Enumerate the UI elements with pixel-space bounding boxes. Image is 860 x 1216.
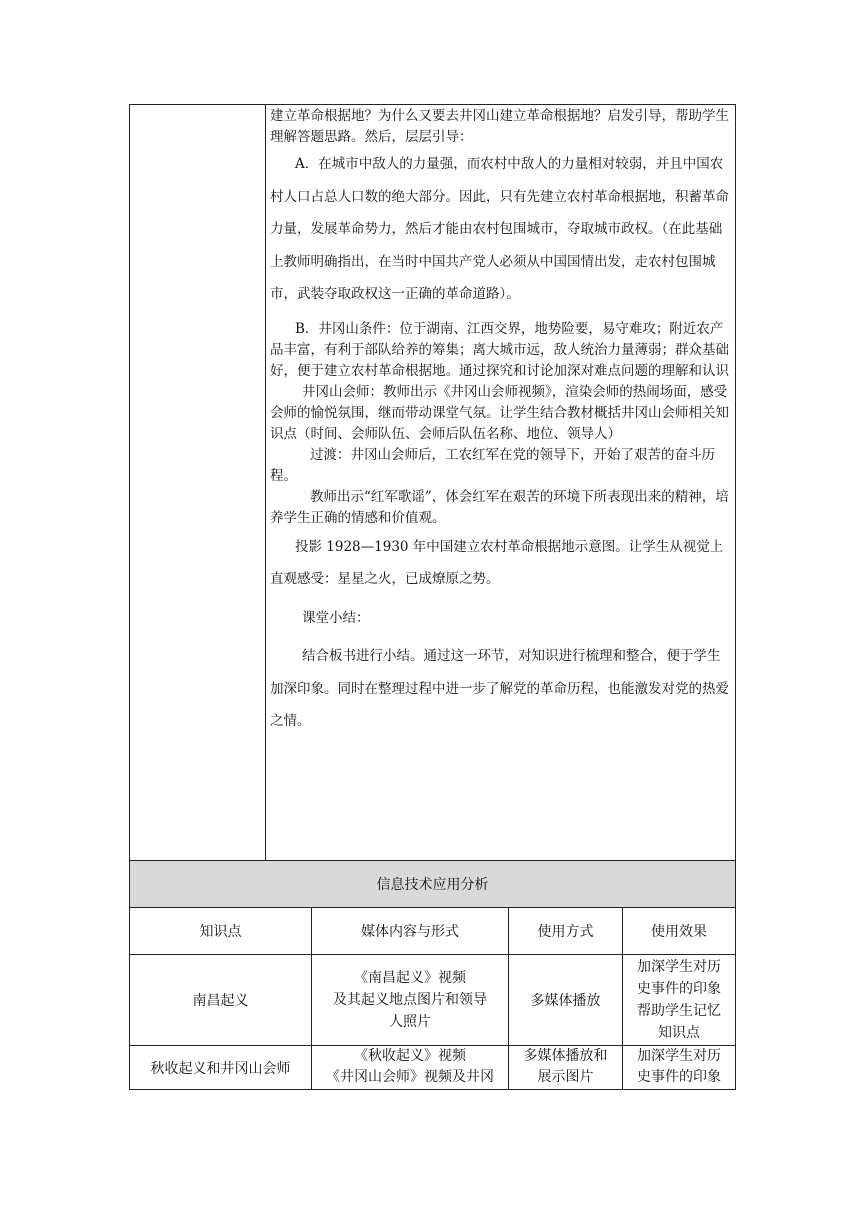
col-header-topic: 知识点 (199, 924, 242, 940)
lesson-paragraph-5: 过渡：井冈山会师后，工农红军在党的领导下，开始了艰苦的奋斗历程。 (270, 446, 715, 484)
summary-paragraph: 结合板书进行小结。通过这一环节，对知识进行梳理和整合，便于学生加深印象。同时在整理过程中进一步了解党的革命历程，也能激发对党的热爱之情。 (270, 648, 729, 729)
row1-media-line-2: 及其起义地点图片和领导 (333, 992, 487, 1008)
row1-media-line-3: 人照片 (389, 1014, 431, 1030)
summary-heading: 课堂小结： (302, 609, 370, 626)
row1-effect (623, 955, 735, 1045)
row2-effect (623, 1046, 735, 1089)
row2-method-line-2: 展示图片 (537, 1069, 594, 1085)
row1-topic: 南昌起义 (192, 993, 249, 1009)
lesson-paragraph-1: 建立革命根据地？为什么又要去井冈山建立革命根据地？启发引导，帮助学生理解答题思路。然后，层层引导： (270, 108, 729, 145)
row1-effect-line-2: 史事件的印象 (637, 981, 721, 997)
row2-media-line-1: 《秋收起义》视频 (354, 1048, 466, 1064)
lesson-content (270, 106, 732, 738)
row2-effect-line-2: 史事件的印象 (637, 1069, 721, 1085)
lesson-paragraph-4: 井冈山会师：教师出示《井冈山会师视频》，渲染会师的热闹场面，感受会师的愉悦氛围，继而带动课堂气氛。让学生结合教材概括井冈山会师相关知识点（时间、会师队伍、会师后队伍名称、地位、领导人） (270, 383, 729, 442)
row1-effect-line-4: 知识点 (658, 1025, 700, 1041)
row2-media-line-2: 《井冈山会师》视频及井冈 (326, 1069, 494, 1085)
row2-media (312, 1046, 508, 1089)
row1-method: 多媒体播放 (530, 993, 601, 1009)
col-header-method: 使用方式 (537, 924, 594, 940)
row2-method (509, 1046, 622, 1089)
left-column-divider (265, 104, 266, 861)
row2-method-line-1: 多媒体播放和 (523, 1048, 608, 1064)
lesson-paragraph-2: A．在城市中敌人的力量强，而农村中敌人的力量相对较弱，并且中国农村人口占总人口数的绝大部分。因此，只有先建立农村革命根据地，积蓄革命力量，发展革命势力，然后才能由农村包围城市，夺取城市政权。（在此基础上教师明确指出，在当时中国共产党人必须从中国国情出发，走农村包围城市，武装夺取政权这一正确的革命道路）。 (270, 156, 729, 302)
lesson-paragraph-3: B．井冈山条件：位于湖南、江西交界，地势险要，易守难攻；附近农产品丰富，有利于部队给养的筹集；离大城市远，敌人统治力量薄弱；群众基础好，便于建立农村革命根据地。通过探究和讨论加深对难点问题的理解和认识 (270, 320, 729, 379)
row2-topic: 秋收起义和井冈山会师 (150, 1060, 291, 1077)
row1-media (312, 955, 508, 1045)
lesson-paragraph-7: 投影 1928—1930 年中国建立农村革命根据地示意图。让学生从视觉上直观感受：星星之火，已成燎原之势。 (270, 538, 724, 587)
lesson-paragraph-6: 教师出示“红军歌谣”，体会红军在艰苦的环境下所表现出来的精神，培养学生正确的情感和价值观。 (270, 488, 729, 526)
row2-effect-line-1: 加深学生对历 (637, 1048, 721, 1064)
row1-media-line-1: 《南昌起义》视频 (354, 970, 466, 986)
analysis-title: 信息技术应用分析 (130, 861, 735, 907)
col-header-media: 媒体内容与形式 (361, 924, 459, 940)
col-header-effect: 使用效果 (651, 924, 707, 940)
row1-effect-line-3: 帮助学生记忆 (637, 1003, 721, 1019)
row1-effect-line-1: 加深学生对历 (637, 959, 721, 975)
